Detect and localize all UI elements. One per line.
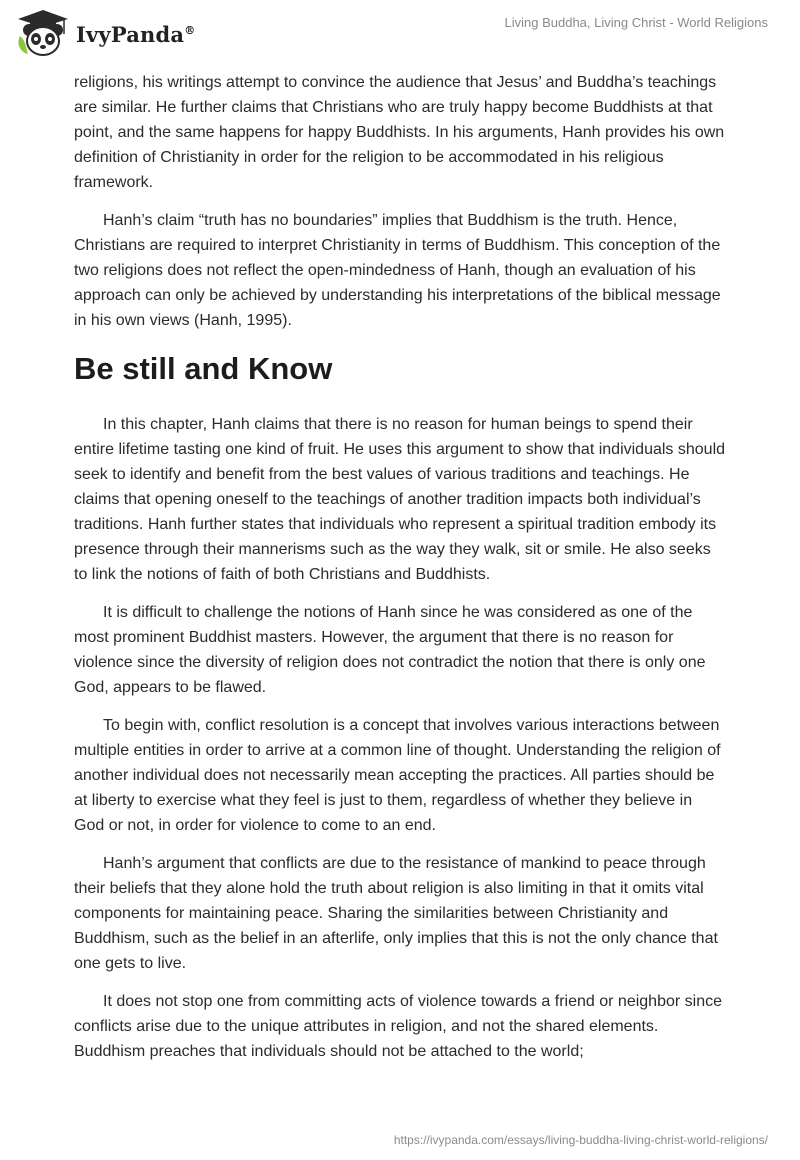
panda-graduate-icon bbox=[14, 8, 72, 58]
essay-body bbox=[74, 70, 726, 1077]
document-title: Living Buddha, Living Christ - World Religions bbox=[504, 15, 768, 30]
paragraph: It does not stop one from committing acts of violence towards a friend or neighbor since conflicts arise due to the unique attributes in religion, and not the shared elements. Buddhism preaches that individuals should not be attached to the world; bbox=[74, 993, 722, 1060]
paragraph: To begin with, conflict resolution is a concept that involves various interactions between multiple entities in order to arrive at a common line of thought. Understanding the religion of another individual does not necessarily mean accepting the practices. All parties should be at liberty to exercise what they feel is just to them, regardless of whether they believe in God or not, in order for violence to come to an end. bbox=[74, 717, 721, 834]
paragraph: religions, his writings attempt to convince the audience that Jesus’ and Buddha’s teachings are similar. He further claims that Christians who are truly happy become Buddhists at that point, and the same happens for happy Buddhists. In his arguments, Hanh provides his own definition of Christianity in order for the religion to be accommodated in his religious framework. bbox=[74, 74, 725, 191]
page-header bbox=[0, 0, 800, 64]
paragraph: Hanh’s argument that conflicts are due to the resistance of mankind to peace through their beliefs that they alone hold the truth about religion is also limiting in that it omits vital components for maintaining peace. Sharing the similarities between Christianity and Buddhism, such as the belief in an afterlife, only implies that this is not the only chance that one gets to live. bbox=[74, 855, 718, 972]
paragraph: Hanh’s claim “truth has no boundaries” implies that Buddhism is the truth. Hence, Christians are required to interpret Christianity in terms of Buddhism. This conception of the two religions does not reflect the open-mindedness of Hanh, though an evaluation of his approach can only be achieved by understanding his interpretations of the biblical message in his own views (Hanh, 1995). bbox=[74, 212, 721, 329]
section-heading: Be still and Know bbox=[74, 351, 333, 386]
logo-wordmark bbox=[76, 22, 195, 47]
source-url[interactable]: https://ivypanda.com/essays/living-buddha-living-christ-world-religions/ bbox=[393, 1133, 768, 1147]
ivypanda-logo[interactable] bbox=[14, 8, 195, 58]
logo-text: IvyPanda bbox=[76, 21, 185, 47]
paragraph: In this chapter, Hanh claims that there is no reason for human beings to spend their entire lifetime tasting one kind of fruit. He uses this argument to show that individuals should seek to identify and benefit from the best values of various traditions and teachings. He claims that opening oneself to the teachings of another tradition impacts both individual’s traditions. Hanh further states that individuals who represent a spiritual tradition embody its presence through their mannerisms such as the way they walk, sit or smile. He also seeks to link the notions of faith of both Christians and Buddhists. bbox=[74, 416, 726, 583]
registered-mark: ® bbox=[184, 23, 196, 37]
paragraph: It is difficult to challenge the notions of Hanh since he was considered as one of the most prominent Buddhist masters. However, the argument that there is no reason for violence since the diversity of religion does not contradict the notion that there is only one God, appears to be flawed. bbox=[74, 604, 706, 696]
